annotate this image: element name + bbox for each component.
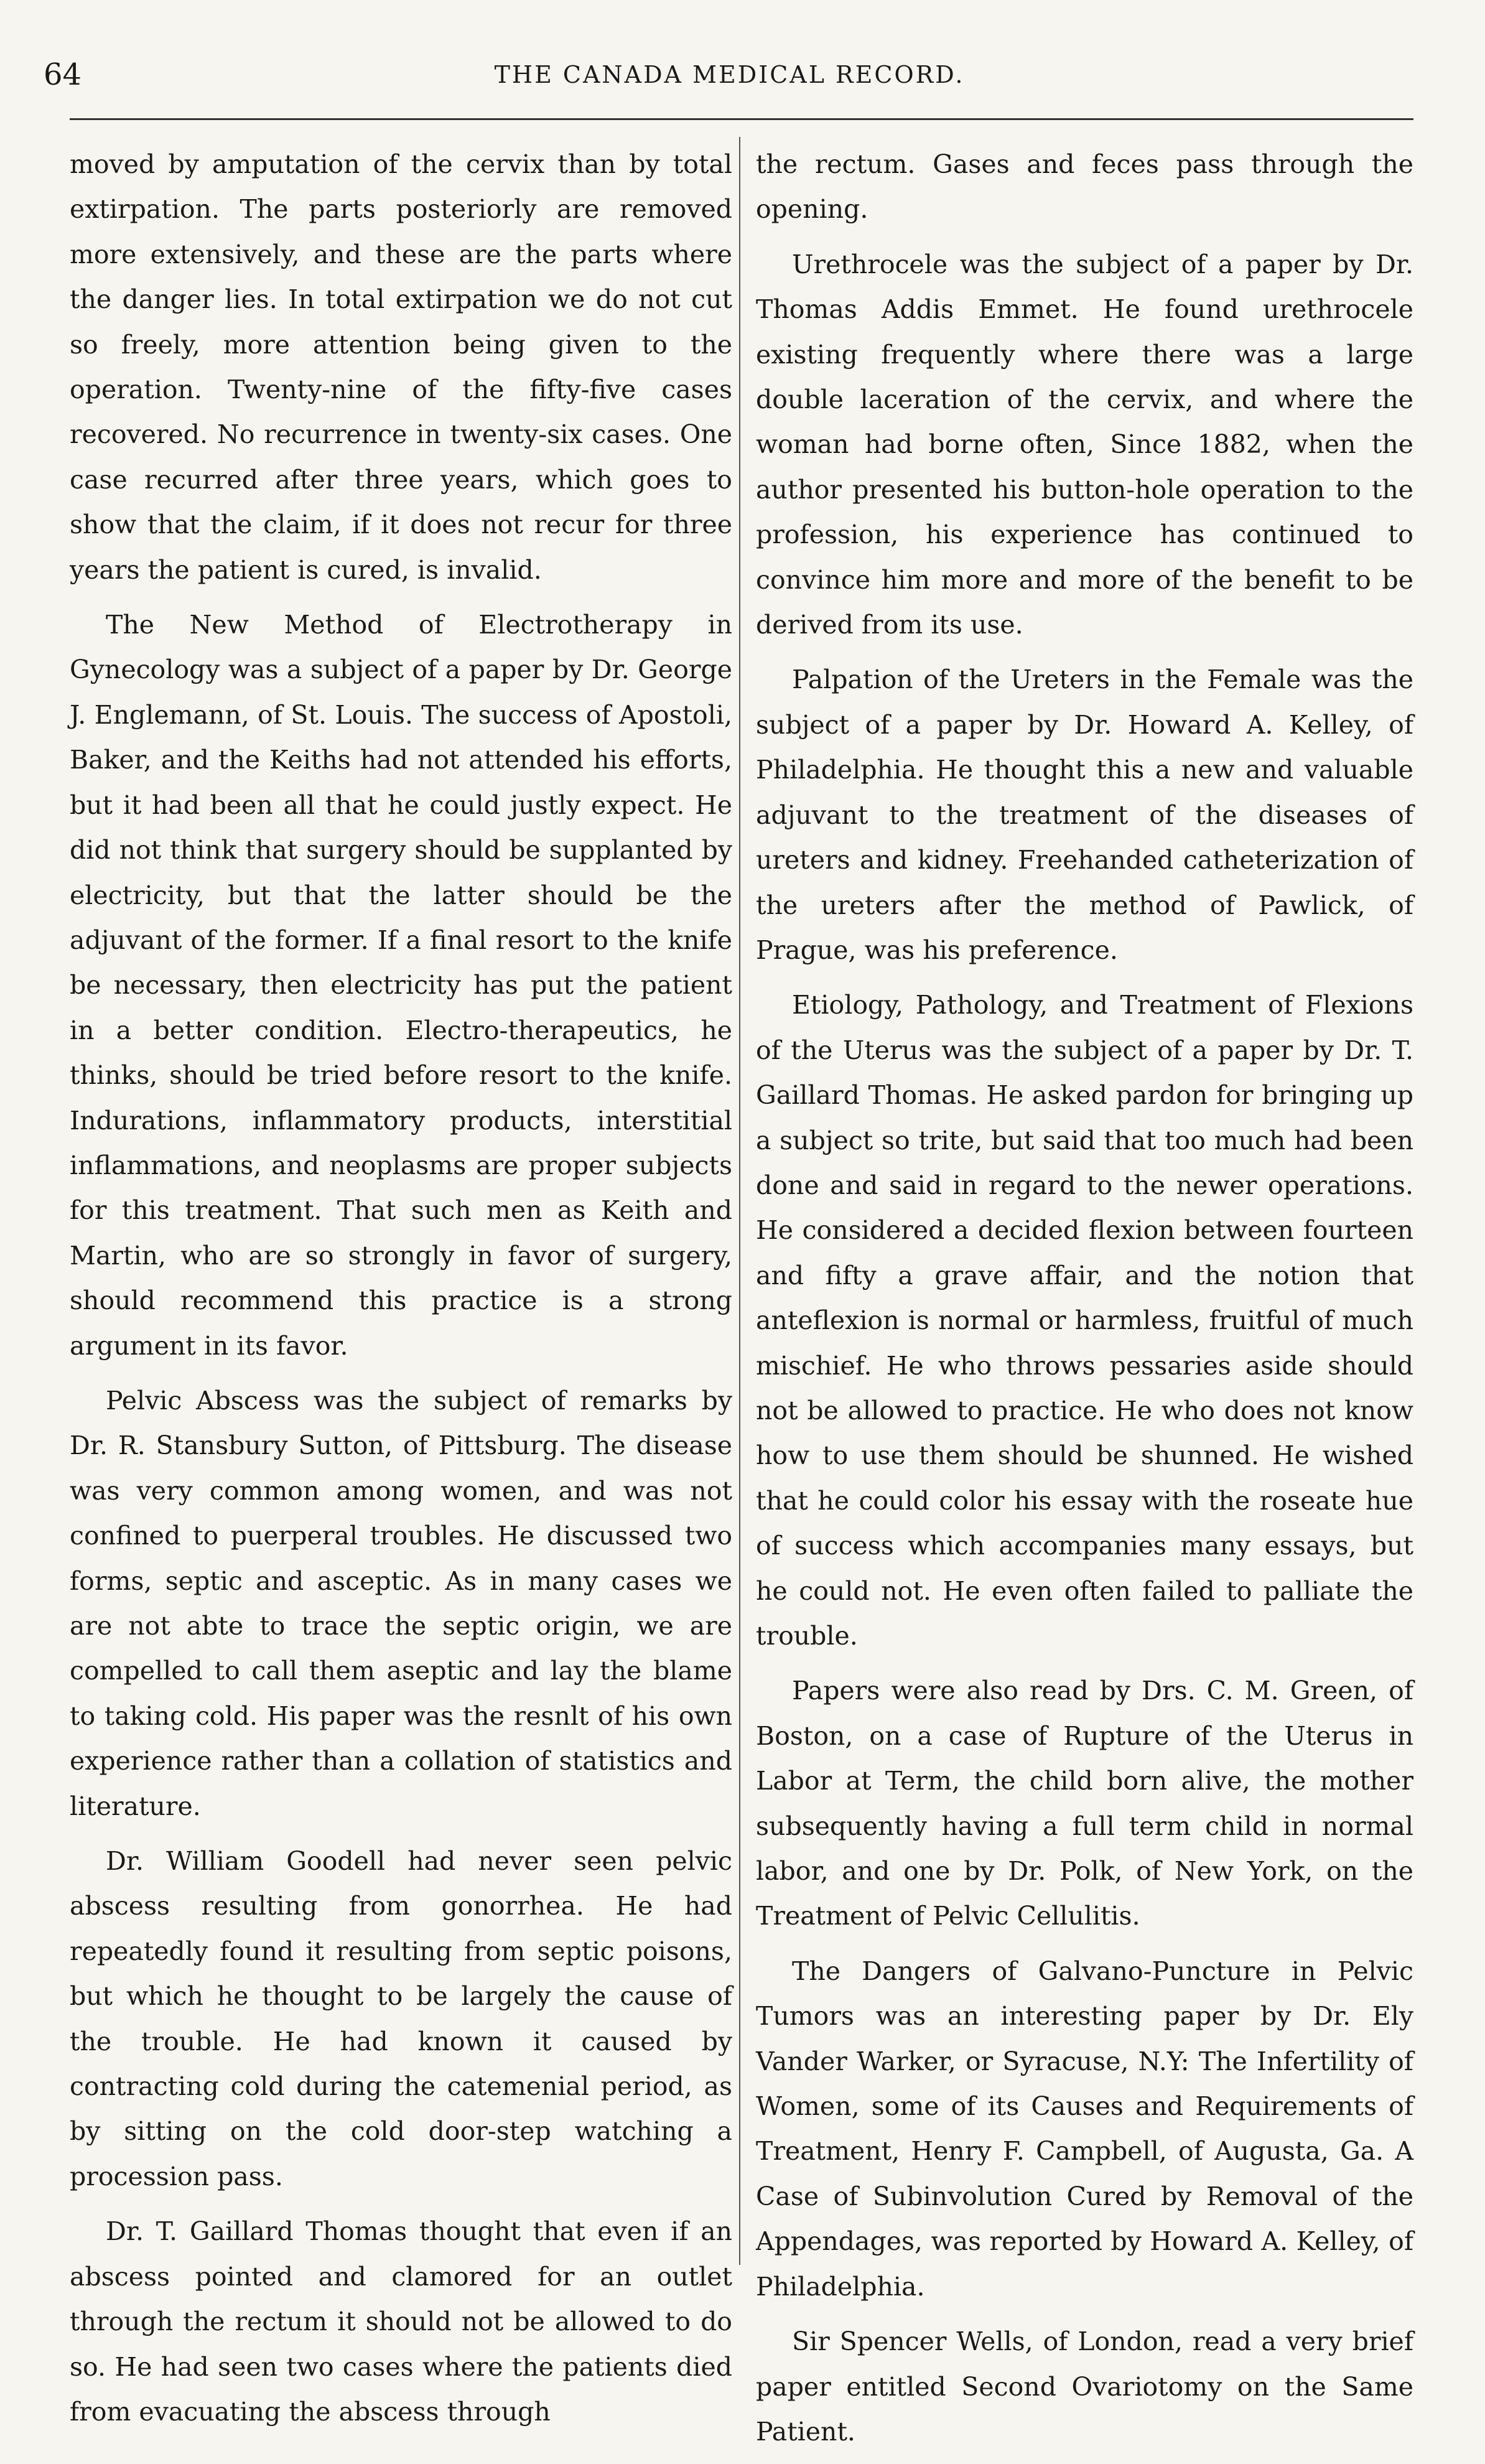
left-column xyxy=(70,142,732,2444)
page-number: 64 xyxy=(44,57,82,92)
page-header xyxy=(44,53,1415,96)
paragraph-amputation-continued: moved by amputation of the cervix than by total extirpation. The parts posteriorly are removed more extensively, and these are the parts where the danger lies. In total extirpation we do not cut so freely, more attention being given to the operation. Twenty-nine of the fifty-five cases recovered. No recurrence in twenty-six cases. One case recurred after three years, which goes to show that the claim, if it does not recur for three years the patient is cured, is invalid. xyxy=(70,149,732,585)
running-title: THE CANADA MEDICAL RECORD. xyxy=(494,61,965,88)
paragraph-ureters: Palpation of the Ureters in the Female was the subject of a paper by Dr. Howard A. Kelley, of Philadelphia. He thought this a new and valuable adjuvant to the treatment of the diseases of ureters and kidney. Freehanded catheterization of the ureters after the method of Pawlick, of Prague, was his preference. xyxy=(756,665,1413,965)
paragraph-rectum-continued: the rectum. Gases and feces pass through the opening. xyxy=(756,149,1413,225)
paragraph-urethrocele: Urethrocele was the subject of a paper by Dr. Thomas Addis Emmet. He found urethrocele existing frequently where there was a large double laceration of the cervix, and where the woman had borne often, Since 1882, when the author presented his button-hole operation to the profession, his experience has continued to convince him more and more of the benefit to be derived from its use. xyxy=(756,249,1413,640)
paragraph-galvano-puncture: The Dangers of Galvano-Puncture in Pelvic Tumors was an interesting paper by Dr. Ely Vander Warker, or Syracuse, N.Y: The Infertility of Women, some of its Causes and Requirements of Treatment, Henry F. Campbell, of Augusta, Ga. A Case of Subinvolution Cured by Removal of the Appendages, was reported by Howard A. Kelley, of Philadelphia. xyxy=(756,1956,1413,2302)
paragraph-thomas-abscess: Dr. T. Gaillard Thomas thought that even if an abscess pointed and clamored for an outlet through the rectum it should not be allowed to do so. He had seen two cases where the patients died from evacuating the abscess through xyxy=(70,2216,732,2427)
paragraph-goodell: Dr. William Goodell had never seen pelvic abscess resulting from gonorrhea. He had repeatedly found it resulting from septic poisons, but which he thought to be largely the cause of the trouble. He had known it caused by contracting cold during the catemenial period, as by sitting on the cold door-step watching a procession pass. xyxy=(70,1846,732,2191)
paragraph-green-polk: Papers were also read by Drs. C. M. Green, of Boston, on a case of Rupture of the Uterus in Labor at Term, the child born alive, the mother subsequently having a full term child in normal labor, and one by Dr. Polk, of New York, on the Treatment of Pelvic Cellulitis. xyxy=(756,1676,1413,1931)
paragraph-pelvic-abscess: Pelvic Abscess was the subject of remarks by Dr. R. Stansbury Sutton, of Pittsburg. The disease was very common among women, and was not confined to puerperal troubles. He discussed two forms, septic and asceptic. As in many cases we are not abte to trace the septic origin, we are compelled to call them aseptic and lay the blame to taking cold. His paper was the resnlt of his own experience rather than a collation of statistics and literature. xyxy=(70,1385,732,1821)
right-column xyxy=(756,142,1413,2464)
paragraph-spencer-wells: Sir Spencer Wells, of London, read a very brief paper entitled Second Ovariotomy on the Same Patient. xyxy=(756,2326,1413,2447)
paragraph-flexions: Etiology, Pathology, and Treatment of Flexions of the Uterus was the subject of a paper by Dr. T. Gaillard Thomas. He asked pardon for bringing up a subject so trite, but said that too much had been done and said in regard to the newer operations. He considered a decided flexion between fourteen and fifty a grave affair, and the notion that anteflexion is normal or harmless, fruitful of much mischief. He who throws pessaries aside should not be allowed to practice. He who does not know how to use them should be shunned. He wished that he could color his essay with the roseate hue of success which accompanies many essays, but he could not. He even often failed to palliate the trouble. xyxy=(756,990,1413,1651)
paragraph-electrotherapy: The New Method of Electrotherapy in Gynecology was a subject of a paper by Dr. George J. Englemann, of St. Louis. The success of Apostoli, Baker, and the Keiths had not attended his efforts, but it had been all that he could justly expect. He did not think that surgery should be supplanted by electricity, but that the latter should be the adjuvant of the former. If a final resort to the knife be necessary, then electricity has put the patient in a better condition. Electro-therapeutics, he thinks, should be tried before resort to the knife. Indurations, inflammatory products, interstitial inflammations, and neoplasms are proper subjects for this treatment. That such men as Keith and Martin, who are so strongly in favor of surgery, should recommend this practice is a strong argument in its favor. xyxy=(70,610,732,1361)
column-divider xyxy=(739,137,740,2265)
header-rule xyxy=(70,118,1413,120)
